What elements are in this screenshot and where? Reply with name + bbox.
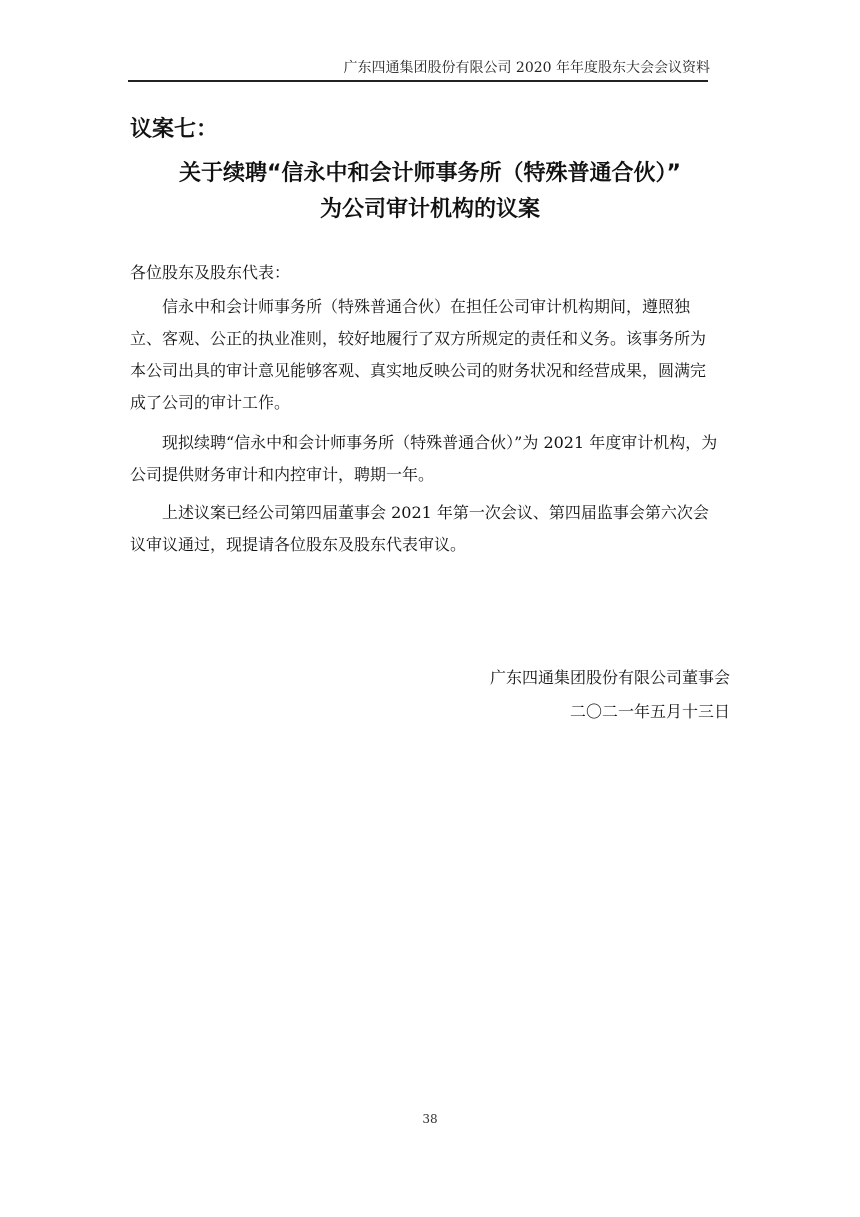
page-number: 38: [422, 1112, 438, 1126]
running-header: 广东四通集团股份有限公司 2020 年年度股东大会会议资料: [343, 60, 710, 76]
proposal-number: 议案七：: [130, 117, 219, 142]
proposal-title-line-1: 关于续聘“信永中和会计师事务所（特殊普通合伙）”: [179, 161, 681, 186]
body-paragraph: 信永中和会计师事务所（特殊普通合伙）在担任公司审计机构期间，遵照独立、客观、公正的执业准则，较好地履行了双方所规定的责任和义务。该事务所为本公司出具的审计意见能够客观、真实地反映公司的财务状况和经营成果，圆满完成了公司的审计工作。: [130, 297, 707, 412]
signoff-company: 广东四通集团股份有限公司董事会: [489, 668, 730, 687]
signoff-date: 二〇二一年五月十三日: [569, 702, 730, 721]
body-paragraph: 上述议案已经公司第四届董事会 2021 年第一次会议、第四届监事会第六次会议审议通过，现提请各位股东及股东代表审议。: [130, 503, 709, 554]
proposal-title-line-2: 为公司审计机构的议案: [319, 197, 540, 222]
salutation: 各位股东及股东代表：: [130, 263, 291, 282]
header-divider: [128, 80, 708, 82]
body-paragraph: 现拟续聘“信永中和会计师事务所（特殊普通合伙）”为 2021 年度审计机构，为公司提供财务审计和内控审计，聘期一年。: [130, 433, 718, 484]
